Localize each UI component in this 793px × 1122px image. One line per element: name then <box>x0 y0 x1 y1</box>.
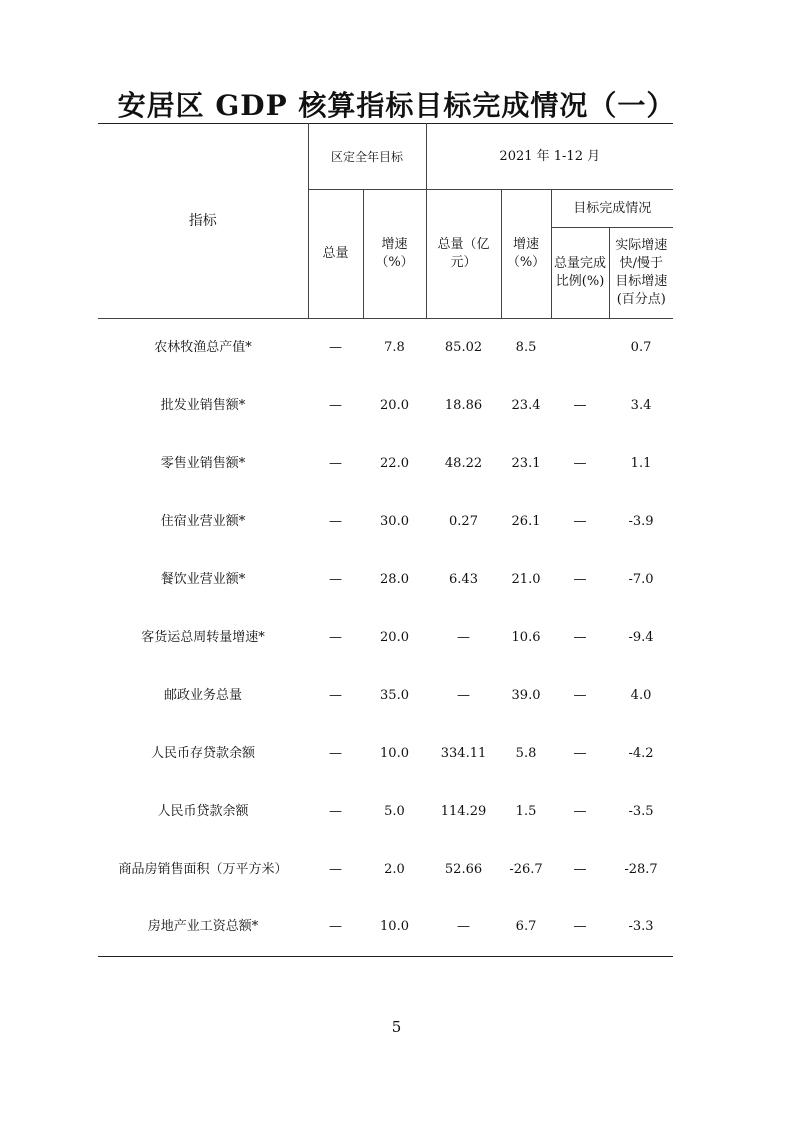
table-row <box>98 783 673 841</box>
row-total: 85.02 <box>444 339 483 355</box>
row-diff: -4.2 <box>628 745 654 761</box>
row-target-total: — <box>329 339 342 355</box>
header-completion-ratio-line2: 比例(%) <box>555 274 605 289</box>
table-row <box>98 435 673 493</box>
row-total: 48.22 <box>444 455 483 471</box>
row-name: 零售业销售额* <box>160 455 246 471</box>
table-row <box>98 377 673 435</box>
row-growth: 26.1 <box>511 513 541 529</box>
row-target-growth: 20.0 <box>380 397 409 413</box>
header-growth-diff-line4: (百分点) <box>616 292 666 307</box>
row-target-growth: 10.0 <box>380 745 409 761</box>
table-row <box>98 667 673 725</box>
row-target-total: — <box>329 455 342 471</box>
row-target-growth: 22.0 <box>380 455 409 471</box>
row-target-growth: 28.0 <box>380 571 409 587</box>
row-ratio: — <box>573 861 587 877</box>
page-number: 5 <box>391 1018 402 1036</box>
row-name: 批发业销售额* <box>160 397 246 413</box>
table-row <box>98 899 673 957</box>
row-total: — <box>457 629 471 645</box>
row-diff: 1.1 <box>630 455 652 471</box>
header-completion-ratio <box>551 228 609 319</box>
row-ratio: — <box>573 803 587 819</box>
row-total: 18.86 <box>444 397 483 413</box>
row-diff: -3.3 <box>609 899 673 957</box>
header-period-growth-line1: 增速 <box>513 237 540 252</box>
row-ratio: — <box>573 397 587 413</box>
row-ratio: — <box>573 745 587 761</box>
row-name: 邮政业务总量 <box>163 687 242 703</box>
row-diff: -28.7 <box>624 861 658 877</box>
table-row <box>98 493 673 551</box>
row-total: 0.27 <box>449 513 478 529</box>
row-growth: 23.1 <box>511 455 541 471</box>
row-target-total: — <box>329 861 342 877</box>
row-name: 房地产业工资总额* <box>98 899 308 957</box>
row-target-growth: 2.0 <box>384 861 405 877</box>
row-name: 人民币贷款余额 <box>157 803 249 819</box>
row-total: 114.29 <box>440 803 487 819</box>
table-row <box>98 319 673 377</box>
row-target-total: — <box>329 745 342 761</box>
row-ratio: — <box>551 899 609 957</box>
header-indicator: 指标 <box>98 124 308 319</box>
header-target-completion: 目标完成情况 <box>551 190 673 228</box>
row-target-total: — <box>329 803 342 819</box>
row-growth: 39.0 <box>511 687 541 703</box>
row-target-total: — <box>329 513 342 529</box>
row-growth: 6.7 <box>501 899 551 957</box>
row-growth: 23.4 <box>511 397 541 413</box>
header-completion-ratio-line1: 总量完成 <box>554 256 607 271</box>
row-diff: -9.4 <box>628 629 654 645</box>
row-target-growth: 5.0 <box>384 803 405 819</box>
row-growth: -26.7 <box>509 861 543 877</box>
header-growth-diff-line2: 快/慢于 <box>619 256 663 271</box>
row-target-growth: 30.0 <box>380 513 409 529</box>
gdp-indicator-table <box>98 123 673 957</box>
row-name: 住宿业营业额* <box>160 513 246 529</box>
row-diff: 0.7 <box>630 339 652 355</box>
row-target-total: — <box>329 571 342 587</box>
row-total: 6.43 <box>449 571 478 587</box>
row-growth: 21.0 <box>511 571 541 587</box>
row-target-growth: 35.0 <box>380 687 409 703</box>
row-diff: 4.0 <box>630 687 652 703</box>
row-growth: 10.6 <box>511 629 541 645</box>
header-target-total: 总量 <box>308 190 363 319</box>
row-total: — <box>426 899 501 957</box>
table-row <box>98 609 673 667</box>
header-period-total-line2: 元） <box>450 255 477 270</box>
row-name: 餐饮业营业额* <box>160 571 246 587</box>
header-period-total <box>426 190 501 319</box>
header-period-growth-line2: （%） <box>506 255 546 270</box>
row-diff: 3.4 <box>630 397 652 413</box>
row-name: 商品房销售面积（万平方米） <box>118 861 288 877</box>
row-target-growth: 10.0 <box>363 899 426 957</box>
row-name: 人民币存贷款余额 <box>150 745 255 761</box>
row-diff: -3.9 <box>628 513 654 529</box>
header-target-growth-line1: 增速 <box>381 237 408 252</box>
row-target-total: — <box>329 629 342 645</box>
row-ratio <box>551 319 609 377</box>
row-name: 客货运总周转量增速* <box>141 629 265 645</box>
header-growth-diff-line3: 目标增速 <box>615 274 668 289</box>
header-growth-diff <box>609 228 673 319</box>
header-target-growth-line2: （%） <box>375 255 414 270</box>
header-period-total-line1: 总量（亿 <box>437 237 490 252</box>
header-period: 2021 年 1-12 月 <box>426 124 673 190</box>
row-ratio: — <box>573 513 587 529</box>
row-diff: -7.0 <box>628 571 654 587</box>
header-target-growth <box>363 190 426 319</box>
row-target-growth: 20.0 <box>380 629 409 645</box>
row-target-total: — <box>329 687 342 703</box>
row-target-growth: 7.8 <box>384 339 405 355</box>
row-ratio: — <box>573 571 587 587</box>
row-total: — <box>457 687 471 703</box>
header-period-growth <box>501 190 551 319</box>
header-district-target: 区定全年目标 <box>308 124 426 190</box>
row-diff: -3.5 <box>628 803 654 819</box>
row-growth: 5.8 <box>515 745 537 761</box>
page-title: 安居区 GDP 核算指标目标完成情况（一） <box>117 89 676 122</box>
row-growth: 1.5 <box>515 803 537 819</box>
row-growth: 8.5 <box>515 339 537 355</box>
row-total: 52.66 <box>444 861 483 877</box>
row-target-total: — <box>329 397 342 413</box>
row-ratio: — <box>573 629 587 645</box>
table-row <box>98 841 673 899</box>
row-ratio: — <box>573 687 587 703</box>
table-row <box>98 551 673 609</box>
row-ratio: — <box>573 455 587 471</box>
row-total: 334.11 <box>440 745 487 761</box>
row-name: 农林牧渔总产值* <box>154 339 252 355</box>
row-target-total: — <box>308 899 363 957</box>
table-row <box>98 725 673 783</box>
header-growth-diff-line1: 实际增速 <box>615 238 668 253</box>
